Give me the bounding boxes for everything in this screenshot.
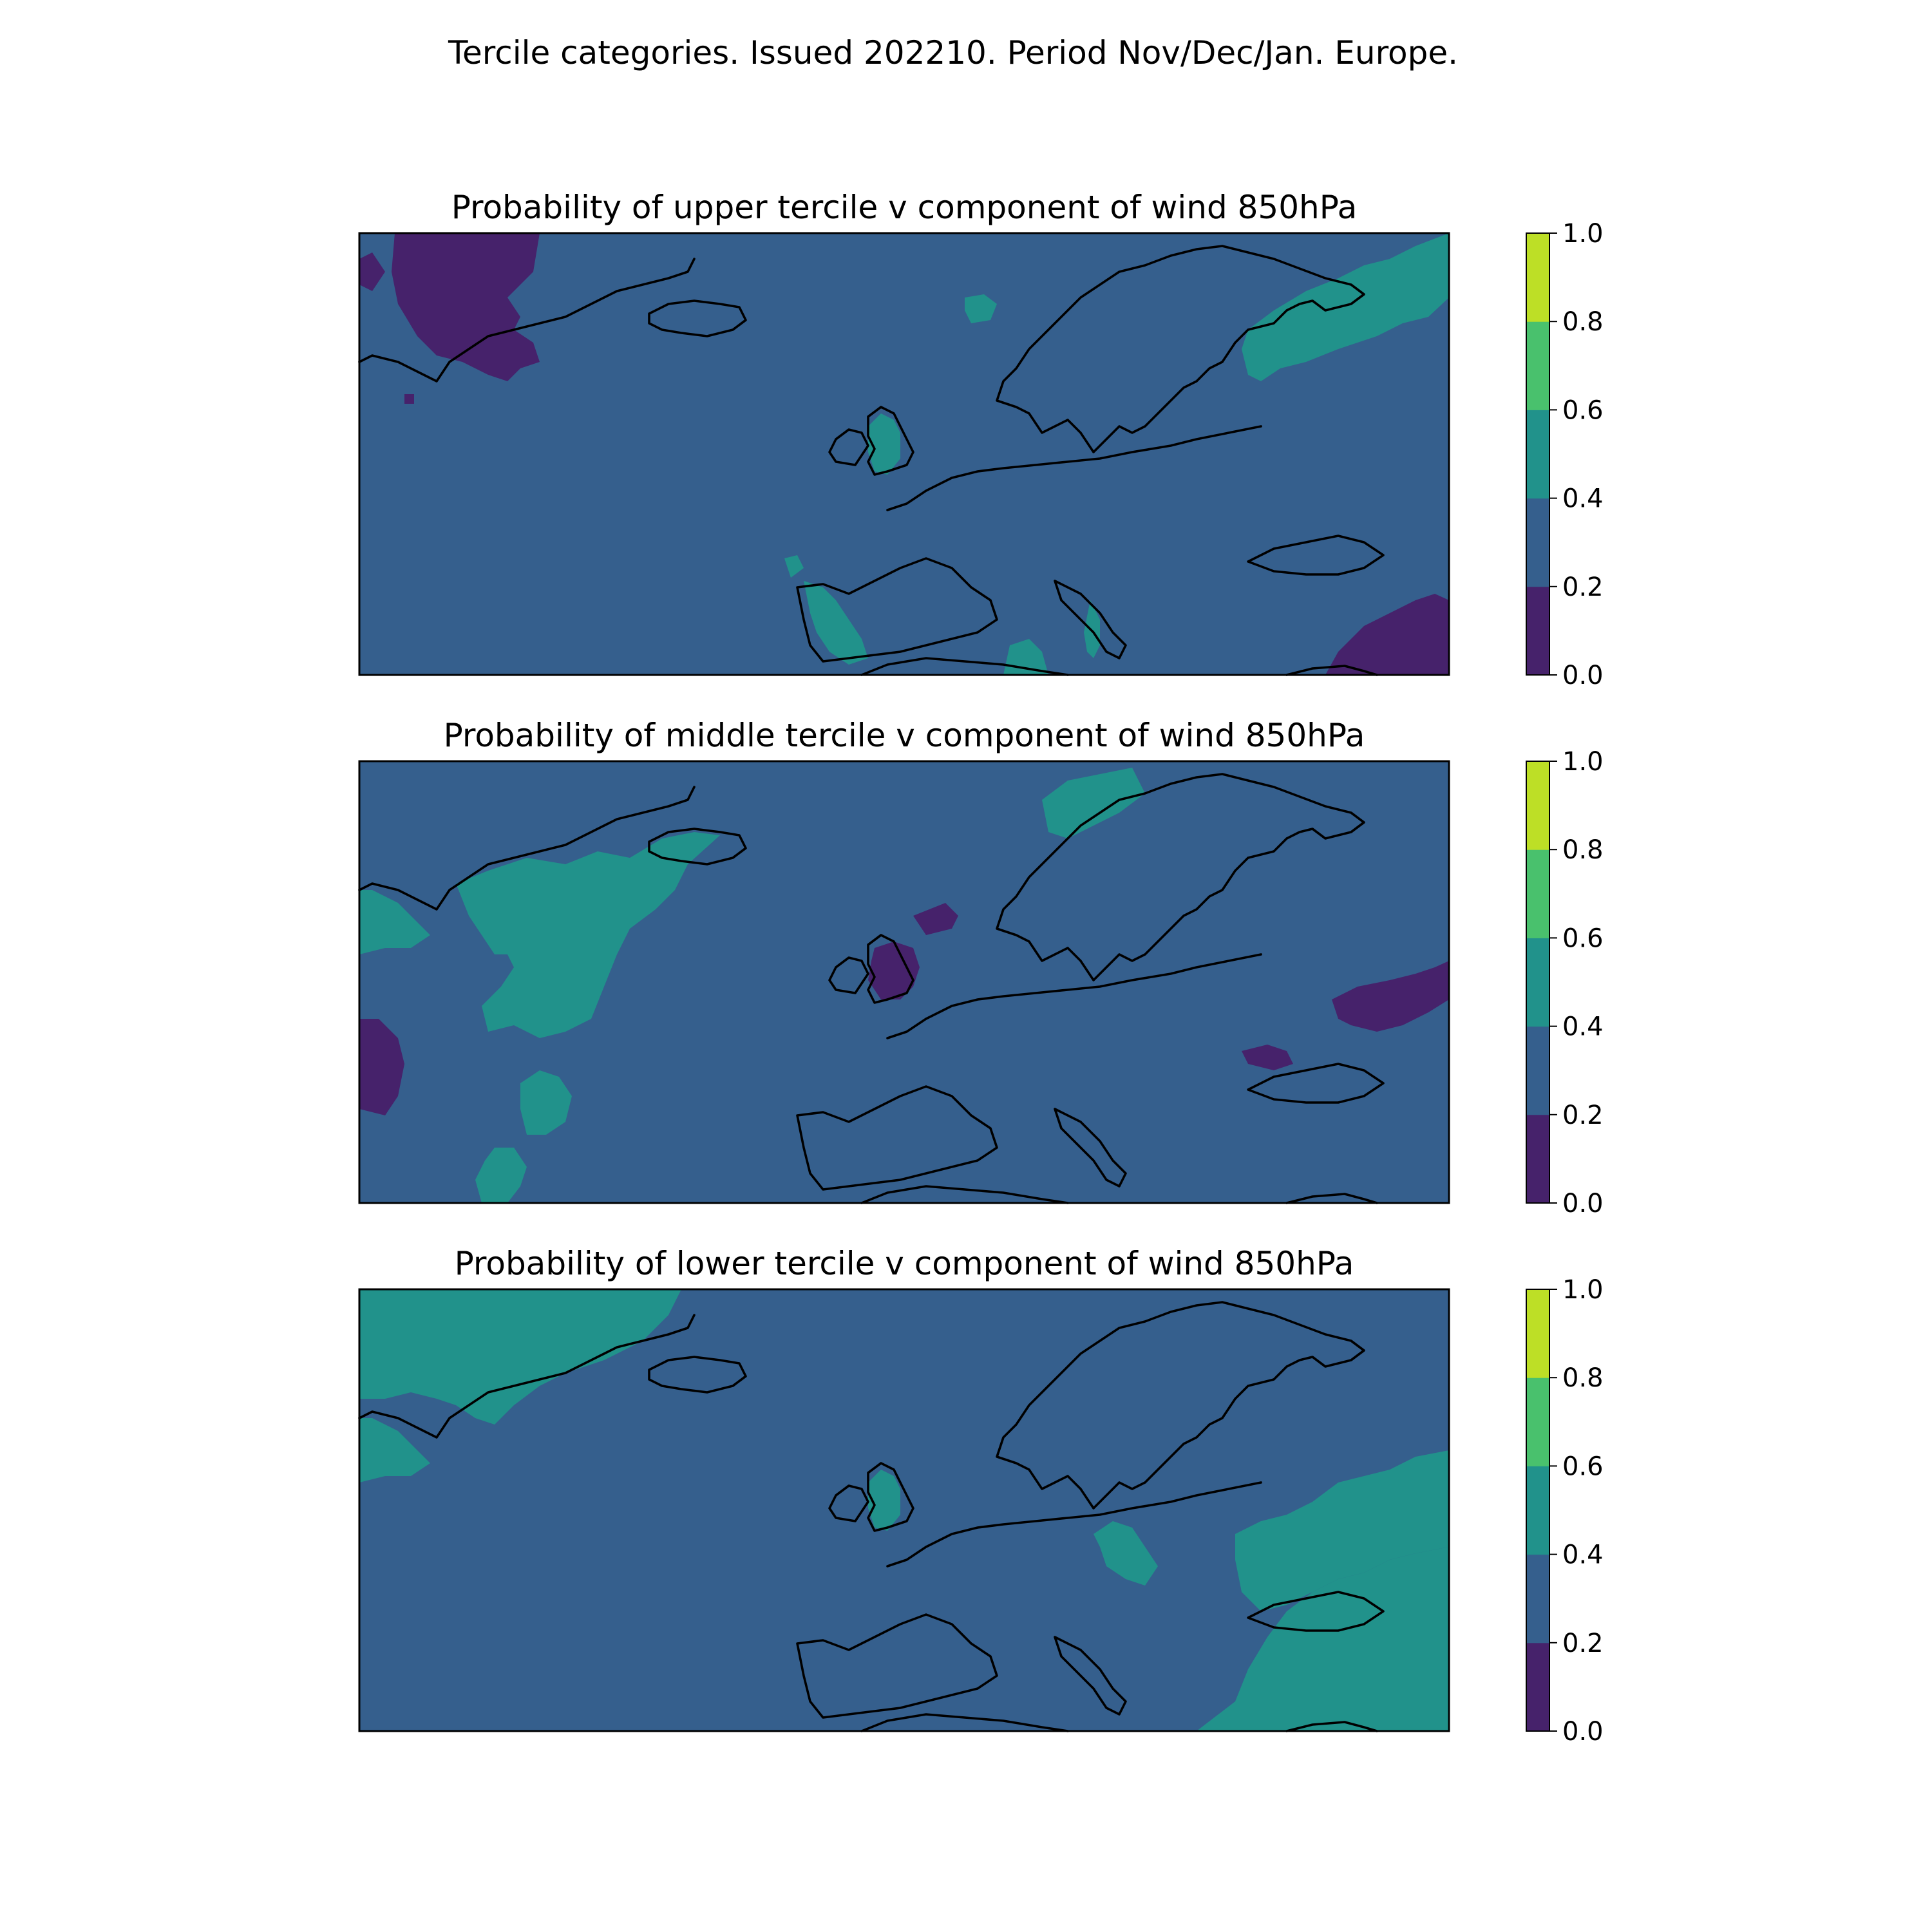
colorbar-segment xyxy=(1526,1115,1549,1204)
colorbar-tick-label: 0.6 xyxy=(1562,923,1604,954)
colorbar-segment xyxy=(1526,587,1549,676)
colorbar-tick-label: 0.2 xyxy=(1562,1628,1604,1658)
colorbar-tick-label: 0.4 xyxy=(1562,1012,1604,1042)
colorbar-segment xyxy=(1526,1643,1549,1732)
colorbar-tick-label: 0.6 xyxy=(1562,1452,1604,1482)
colorbar-tick-label: 0.6 xyxy=(1562,395,1604,426)
panel-title: Probability of middle tercile v component of wind 850hPa xyxy=(443,717,1365,754)
colorbar-segment xyxy=(1526,761,1549,850)
colorbar-tick-label: 0.4 xyxy=(1562,1540,1604,1570)
colorbar-tick-label: 0.0 xyxy=(1562,1717,1604,1747)
panel-upper-tercile xyxy=(0,187,1932,690)
colorbar-upper xyxy=(1526,219,1668,690)
colorbar-tick-label: 0.0 xyxy=(1562,1189,1604,1218)
panel-lower-tercile xyxy=(0,1243,1932,1747)
colorbar-segment xyxy=(1526,1555,1549,1643)
colorbar-segment xyxy=(1526,1289,1549,1378)
colorbar-segment xyxy=(1526,1466,1549,1555)
colorbar-segment xyxy=(1526,1027,1549,1115)
colorbar-segment xyxy=(1526,321,1549,410)
map-background xyxy=(359,233,1449,675)
colorbar-segment xyxy=(1526,938,1549,1027)
map-middle-tercile xyxy=(359,761,1449,1203)
colorbar-tick-label: 1.0 xyxy=(1562,747,1604,777)
colorbar-lower xyxy=(1526,1275,1668,1747)
colorbar-tick-label: 0.2 xyxy=(1562,1100,1604,1130)
colorbar-tick-label: 0.8 xyxy=(1562,307,1604,337)
colorbar-segment xyxy=(1526,410,1549,498)
map-upper-tercile xyxy=(359,233,1449,675)
figure-title: Tercile categories. Issued 202210. Period Nov/Dec/Jan. Europe. xyxy=(448,34,1459,71)
colorbar-tick-label: 0.4 xyxy=(1562,484,1604,514)
panel-title: Probability of upper tercile v component of wind 850hPa xyxy=(451,189,1358,226)
map-lower-tercile xyxy=(359,1289,1449,1731)
colorbar-tick-label: 0.0 xyxy=(1562,661,1604,690)
panel-middle-tercile xyxy=(0,715,1932,1218)
colorbar-tick-label: 1.0 xyxy=(1562,219,1604,249)
colorbar-tick-label: 1.0 xyxy=(1562,1275,1604,1305)
colorbar-tick-label: 0.8 xyxy=(1562,1363,1604,1394)
colorbar-segment xyxy=(1526,1378,1549,1466)
panel-title: Probability of lower tercile v component of wind 850hPa xyxy=(454,1245,1354,1282)
colorbar-segment xyxy=(1526,233,1549,322)
colorbar-middle xyxy=(1526,747,1668,1218)
colorbar-segment xyxy=(1526,498,1549,587)
colorbar-segment xyxy=(1526,849,1549,938)
colorbar-tick-label: 0.2 xyxy=(1562,572,1604,602)
colorbar-tick-label: 0.8 xyxy=(1562,835,1604,866)
